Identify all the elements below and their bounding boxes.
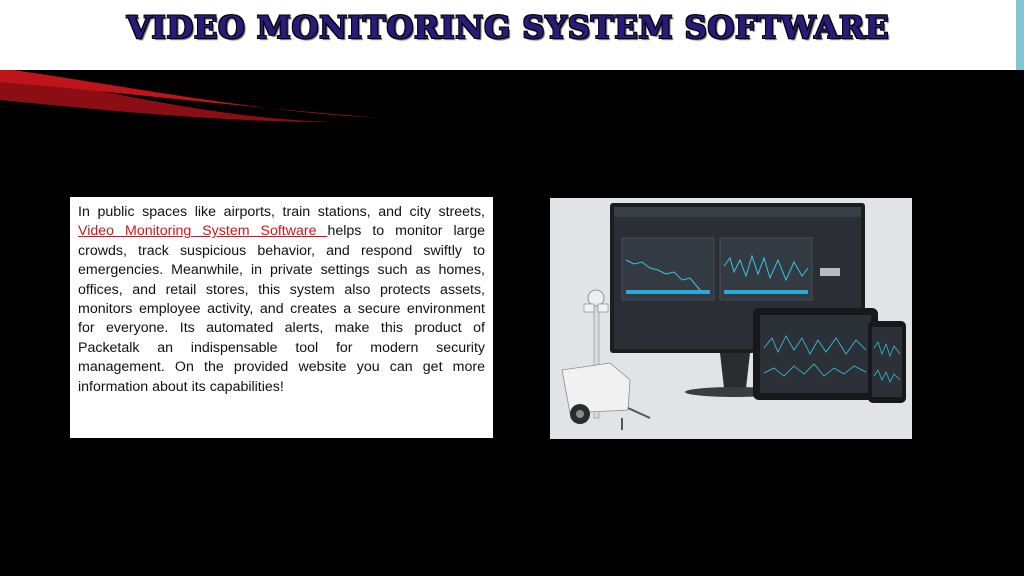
description-box bbox=[70, 197, 493, 438]
page-title: VIDEO MONITORING SYSTEM SOFTWARE bbox=[126, 10, 890, 46]
devices-illustration bbox=[550, 198, 912, 439]
title-bar bbox=[0, 0, 1016, 70]
description-paragraph bbox=[78, 203, 485, 397]
product-link[interactable]: Video Monitoring System Software bbox=[78, 223, 328, 240]
description-rest: helps to monitor large crowds, track suspicious behavior, and respond swiftly to emergencies. Meanwhile, in private settings such as homes, offices, and retail stores, this system also protects assets, monitors employee activity, and creates a secure environment for everyone. Its automated alerts, make this product of Packetalk an indispensable tool for modern security management. On the provided website you can get more information about its capabilities! bbox=[78, 223, 485, 395]
product-image bbox=[550, 198, 912, 439]
description-lead: In public spaces like airports, train stations, and city streets, bbox=[78, 204, 485, 220]
